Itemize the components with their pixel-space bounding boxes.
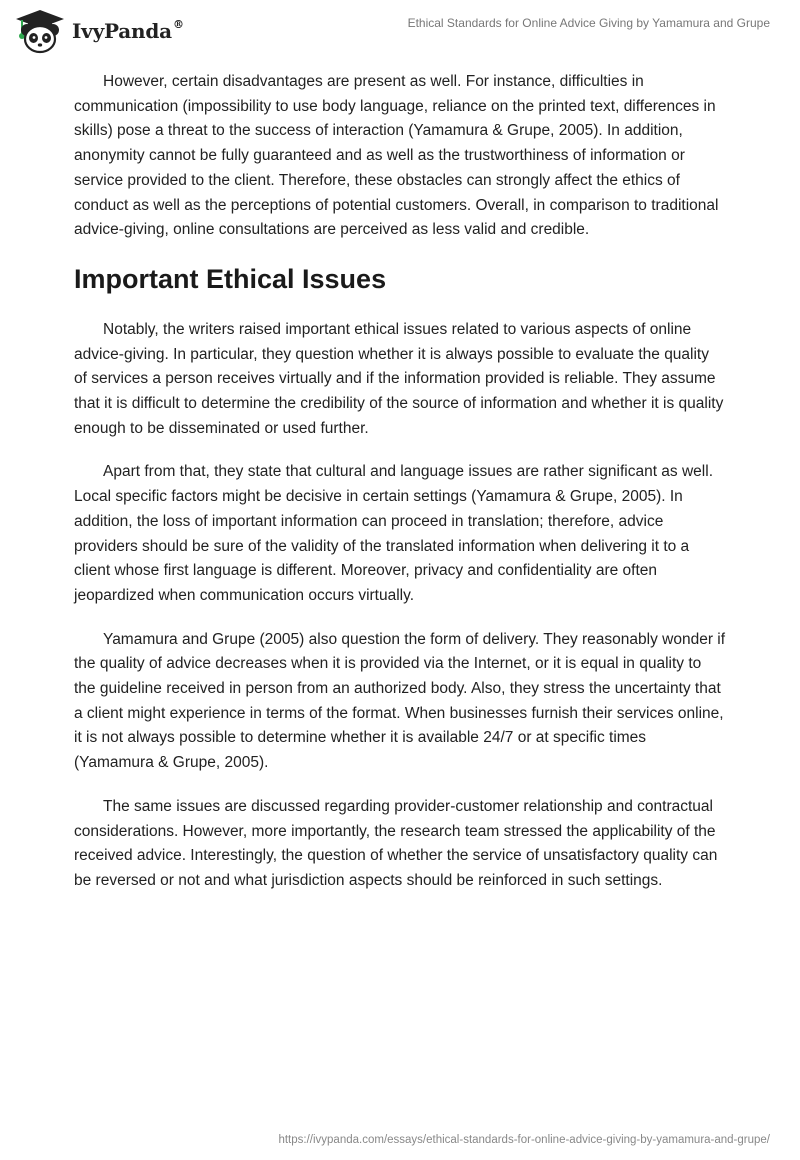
paragraph-disadvantages: However, certain disadvantages are present as well. For instance, difficulties in communication (impossibility to use body language, reliance on the printed text, differences in skills) pose a threat to the success of interaction (Yamamura & Grupe, 2005). In addition, anonymity cannot be fully guaranteed and as well as the trustworthiness of information or service provided to the client. Therefore, these obstacles can strongly affect the ethics of conduct as well as the perceptions of potential customers. Overall, in comparison to traditional advice-giving, online consultations are perceived as less valid and credible. <box>74 73 719 239</box>
paragraph-delivery-form: Yamamura and Grupe (2005) also question the form of delivery. They reasonably wonder if the quality of advice decreases when it is provided via the Internet, or it is equal in quality to the guideline received in person from an authorized body. Also, they stress the uncertainty that a client might experience in terms of the format. When businesses furnish their services online, it is not always possible to determine whether it is available 24/7 or at specific times (Yamamura & Grupe, 2005). <box>74 630 726 772</box>
page-header <box>0 0 800 62</box>
source-url[interactable]: https://ivypanda.com/essays/ethical-standards-for-online-advice-giving-by-yamamura-and-grupe/ <box>278 1134 770 1146</box>
brand-logo[interactable] <box>14 8 184 54</box>
document-title: Ethical Standards for Online Advice Giving by Yamamura and Grupe <box>407 16 770 30</box>
brand-name: IvyPanda® <box>72 18 184 43</box>
paragraph-relationship: The same issues are discussed regarding provider-customer relationship and contractual considerations. However, more importantly, the research team stressed the applicability of the received advice. Interestingly, the question of whether the service of unsatisfactory quality can be reversed or not and what jurisdiction aspects should be reinforced in such settings. <box>74 797 718 889</box>
article-body <box>74 70 726 913</box>
paragraph-ethical-issues: Notably, the writers raised important ethical issues related to various aspects of online advice-giving. In particular, they question whether it is always possible to evaluate the quality of services a person receives virtually and if the information provided is reliable. They assume that it is difficult to determine the credibility of the source of information and whether it is quality enough to be disseminated or used further. <box>74 320 724 437</box>
paragraph-cultural-issues: Apart from that, they state that cultural and language issues are rather significant as well. Local specific factors might be decisive in certain settings (Yamamura & Grupe, 2005). In addition, the loss of important information can proceed in translation; therefore, advice providers should be sure of the validity of the translated information when delivering it to a client whose first language is different. Moreover, privacy and confidentiality are often jeopardized when communication occurs virtually. <box>74 463 713 604</box>
section-heading: Important Ethical Issues <box>74 263 387 294</box>
panda-graduate-icon <box>14 8 66 54</box>
